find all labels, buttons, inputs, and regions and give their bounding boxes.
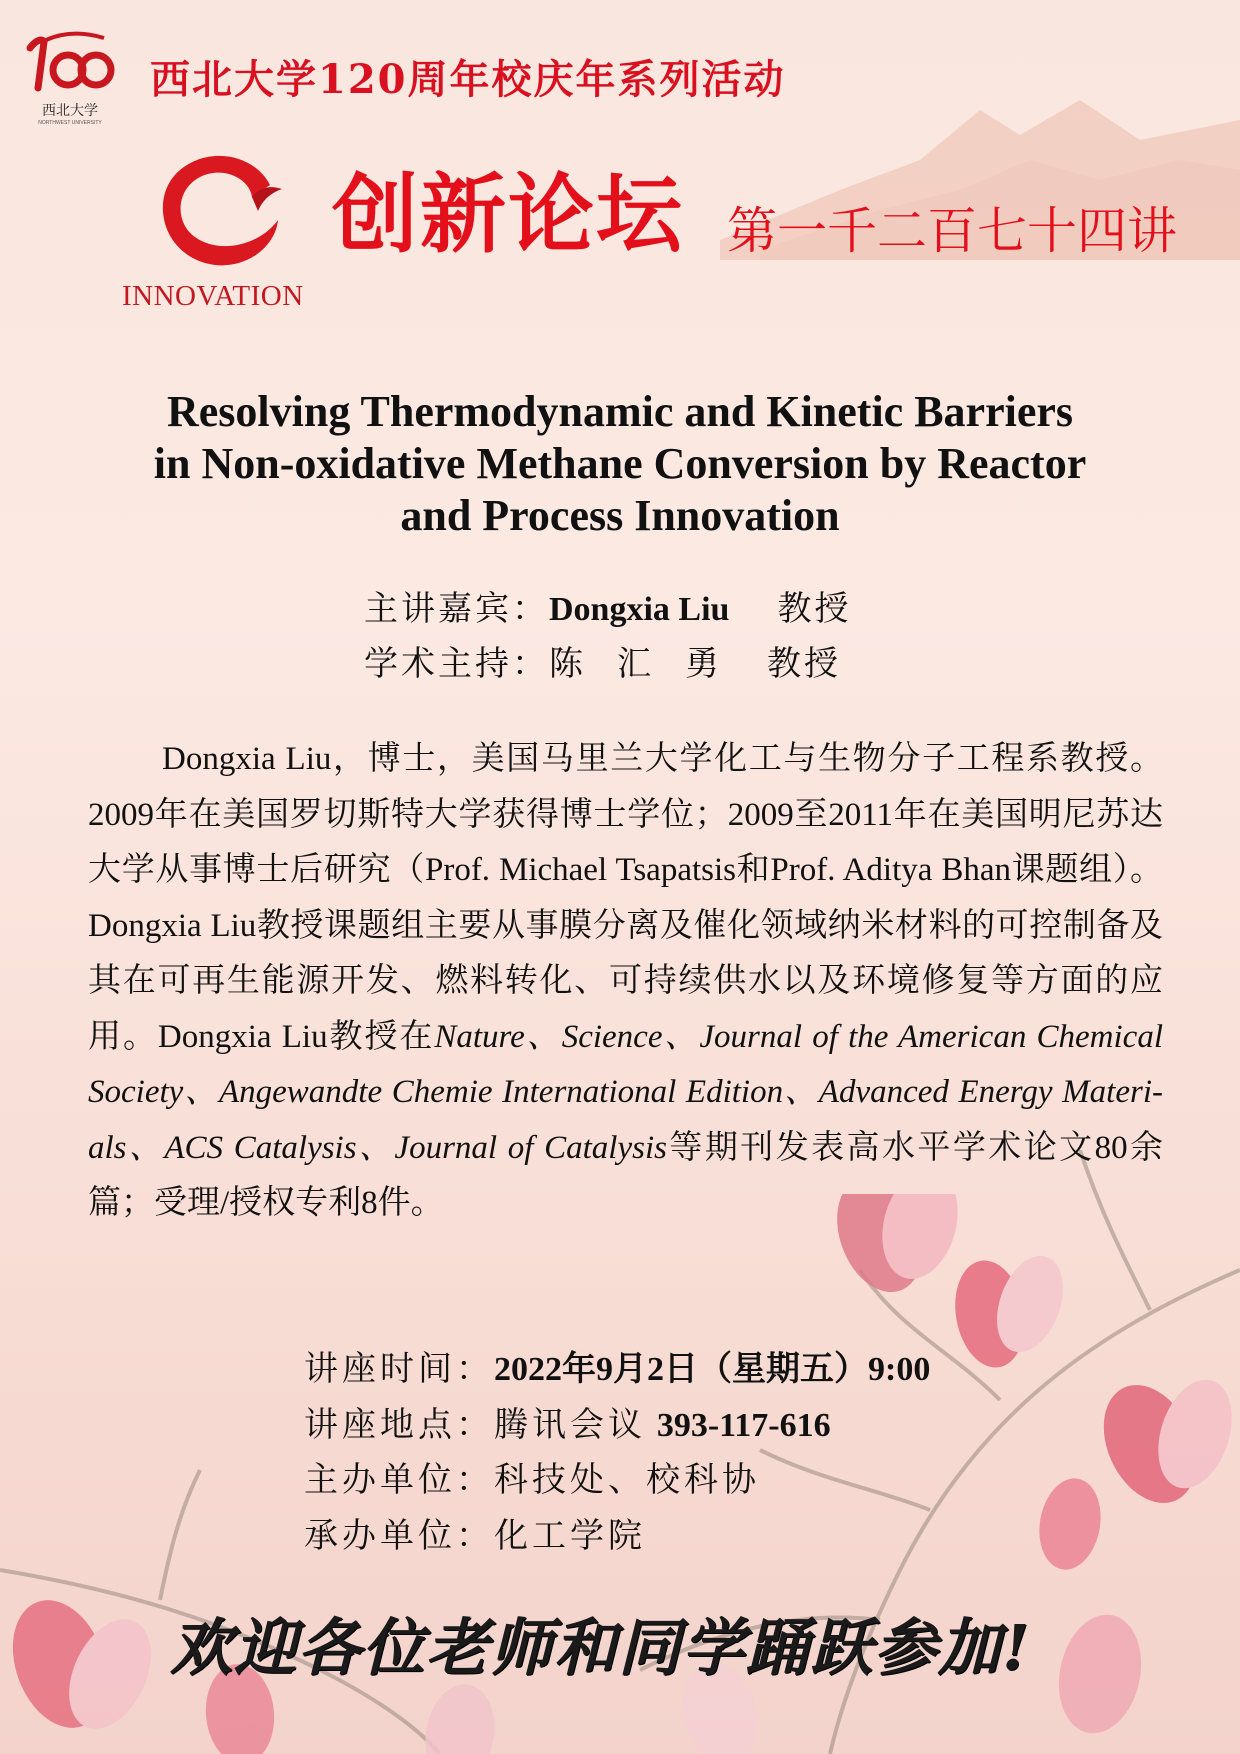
people-block	[364, 582, 851, 692]
organizer-value: 科技处、校科协	[494, 1460, 760, 1500]
host-unit-label: 承办单位：	[304, 1515, 494, 1556]
anniversary-120-logo	[24, 30, 116, 130]
lecture-number: 第一千二百七十四讲	[727, 202, 1177, 260]
bio-text-part1: Dongxia Liu，博士，美国马里兰大学化工与生物分子工程系教授。2009年在美国罗切斯特大学获得博士学位；2009至2011年在美国明尼苏达大学从事博士后研究（Prof. Michael Tsapatsis和Prof. Aditya Bhan课题组）。Dongxia Liu教授课题组主要从事膜分离及催化领域纳米材料的可控制备及其在可再生能源开发、燃料转化、可持续供水以及环境修复等方面的应用。Dongxia Liu教授在	[88, 741, 1163, 1055]
forum-name: 创新论坛	[332, 165, 684, 265]
host-unit-row	[304, 1509, 930, 1565]
host-name: 陈汇勇	[549, 644, 753, 684]
innovation-swirl-icon	[150, 145, 290, 275]
meeting-id: 393-117-616	[656, 1406, 831, 1444]
lecture-info	[304, 1342, 930, 1564]
logo-university-name: 西北大学	[42, 103, 98, 119]
bio-text-part2: 等期刊发表高水平学术论文80余篇；受理/授权专利8件。	[88, 1129, 1163, 1221]
speaker-bio	[88, 732, 1163, 1232]
speaker-title: 教授	[777, 589, 852, 629]
organizer-label: 主办单位：	[304, 1460, 494, 1500]
time-value: 2022年9月2日（星期五）9:00	[494, 1351, 931, 1388]
time-label: 讲座时间：	[304, 1349, 494, 1389]
place-row	[304, 1398, 930, 1454]
logo-university-en: NORTHWEST UNIVERSITY	[38, 120, 102, 126]
bio-journals: Nature、Science、Journal of the American Chemical Society、Angewandte Chemie International Edition、Advanced Energy Materi-als、ACS Catalysis、Journal of Catalysis	[88, 1018, 1163, 1166]
time-row	[304, 1342, 930, 1398]
speaker-name: Dongxia Liu	[549, 591, 730, 628]
talk-title-line: and Process Innovation	[400, 491, 840, 540]
talk-title	[80, 386, 1160, 542]
series-title: 西北大学120周年校庆年系列活动	[150, 56, 786, 103]
place-value: 腾讯会议	[494, 1404, 646, 1445]
welcome-message: 欢迎各位老师和同学踊跃参加!	[170, 1611, 1032, 1684]
host-row	[364, 637, 851, 692]
talk-title-line: in Non-oxidative Methane Conversion by Reactor	[153, 439, 1087, 488]
innovation-logo-label: INNOVATION	[122, 280, 304, 312]
speaker-row	[364, 582, 851, 637]
place-label: 讲座地点：	[304, 1404, 494, 1445]
organizer-row	[304, 1453, 930, 1509]
talk-title-line: Resolving Thermodynamic and Kinetic Barriers	[166, 387, 1074, 436]
host-unit-value: 化工学院	[494, 1515, 646, 1556]
host-title: 教授	[767, 644, 841, 684]
speaker-label: 主讲嘉宾：	[364, 589, 549, 629]
anniversary-120-mark-icon	[24, 30, 116, 100]
host-label: 学术主持：	[364, 644, 549, 684]
